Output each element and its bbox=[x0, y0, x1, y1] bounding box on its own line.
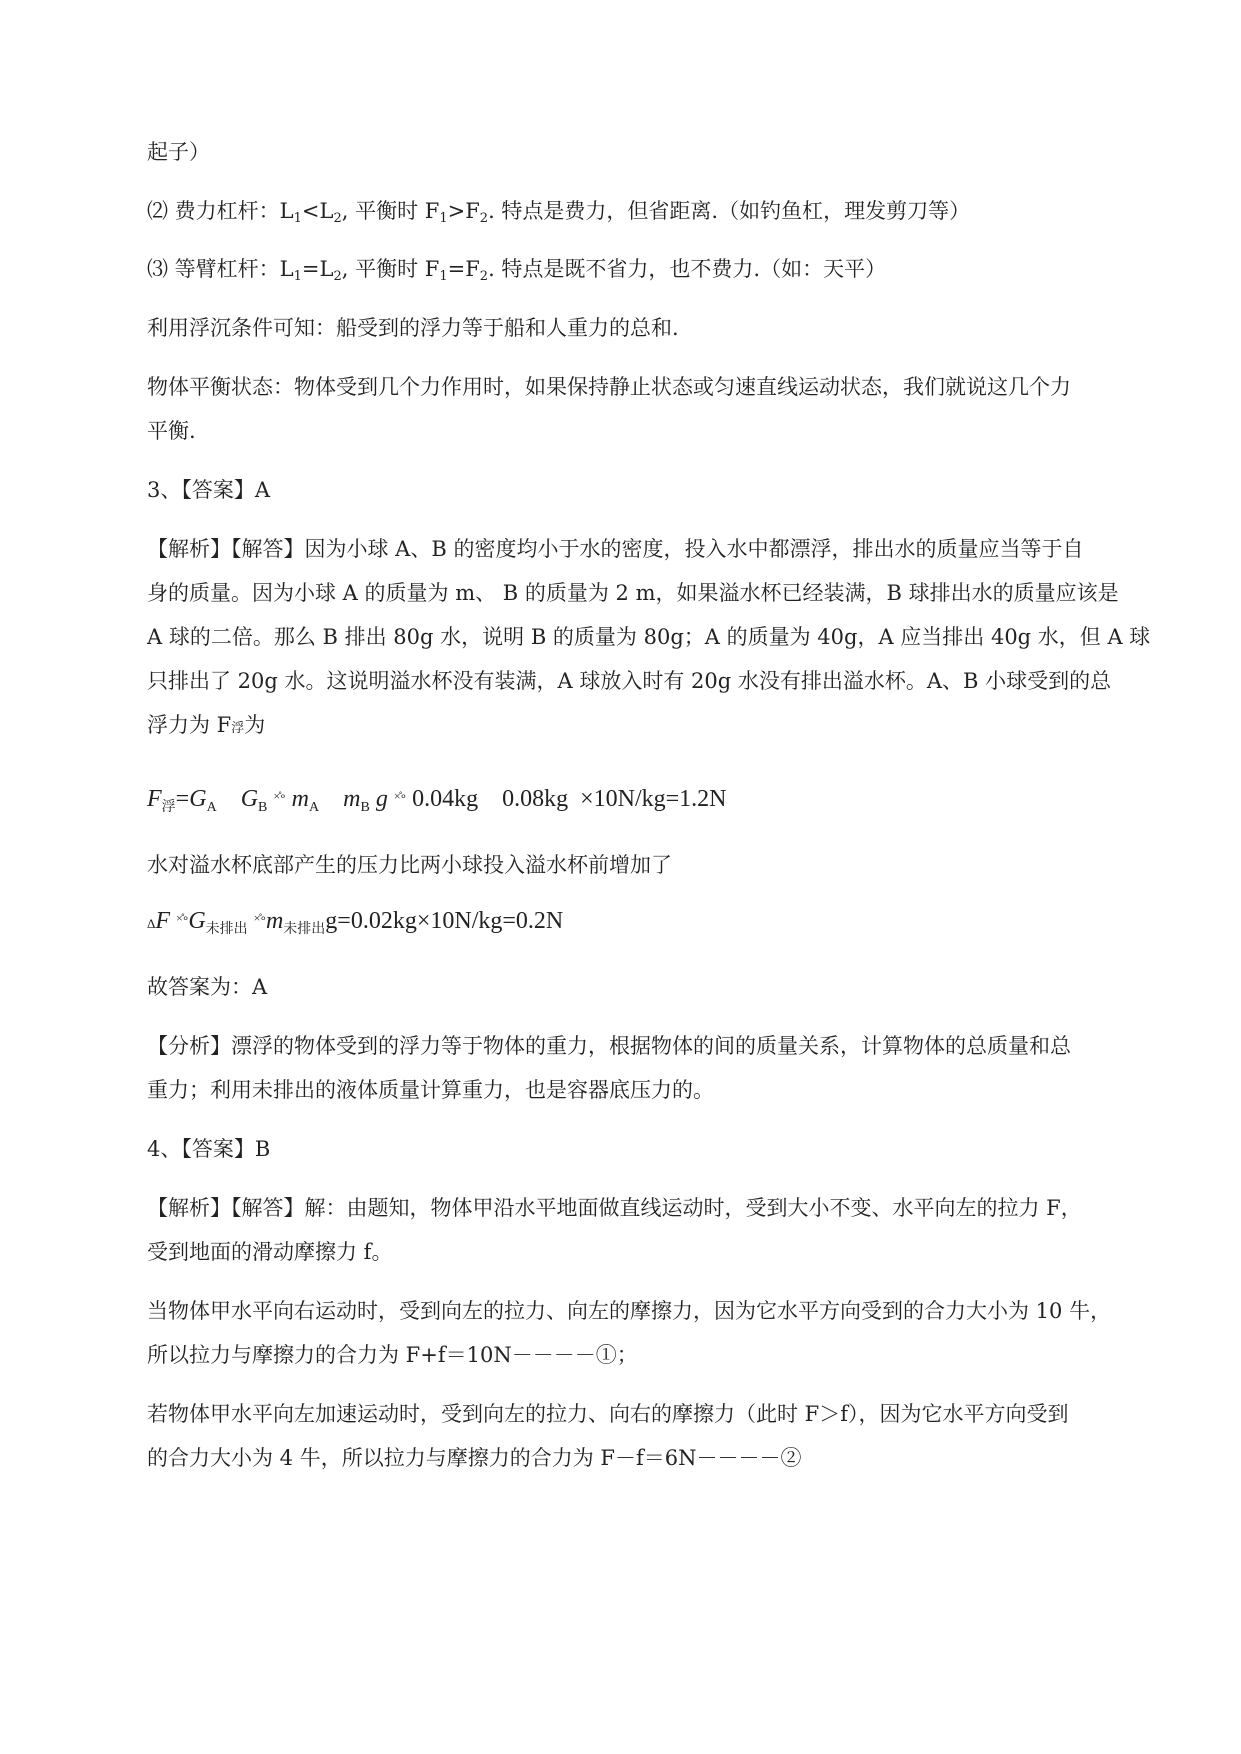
text-line-lever-type-3: ⑶ 等臂杠杆：$L_1=L_2$, 平衡时 $F_1=F_2$. 特点是既不省力，也不费力.（如：天平） bbox=[147, 257, 887, 284]
buoyancy-formula: $F_浮=G_A$ $G_B$ ×̊∘ $m_A$ $m_B$ g ×̊∘ 0.04kg 0.08kg ×10N/kg=1.2N bbox=[147, 786, 727, 815]
pressure-formula: ΔF $^{\times̊\circ}G_{未排出}$ $^{\times̊\circ}m_{未排出}g=0.02kg\times 10N/kg=0.2N$ bbox=[147, 908, 564, 937]
answer-heading: 3、【答案】A bbox=[147, 478, 271, 502]
text-line: 只排出了 20g 水。这说明溢水杯没有装满，A 球放入时有 20g 水没有排出溢水杯。A、B 小球受到的总 bbox=[147, 669, 1112, 693]
text-line: 【解析】【解答】因为小球 A、B 的密度均小于水的密度，投入水中都漂浮，排出水的质量应当等于自 bbox=[147, 537, 1084, 561]
text-line: 利用浮沉条件可知：船受到的浮力等于船和人重力的总和. bbox=[147, 316, 679, 340]
text-line: 重力；利用未排出的液体质量计算重力，也是容器底压力的。 bbox=[147, 1078, 714, 1102]
text-line: 身的质量。因为小球 A 的质量为 m、 B 的质量为 2 m，如果溢水杯已经装满，B 球排出水的质量应该是 bbox=[147, 581, 1119, 605]
text-line: A 球的二倍。那么 B 排出 80g 水，说明 B 的质量为 80g；A 的质量为 40g，A 应当排出 40g 水，但 A 球 bbox=[147, 625, 1151, 649]
text-line: 物体平衡状态：物体受到几个力作用时，如果保持静止状态或匀速直线运动状态，我们就说这几个力 bbox=[147, 375, 1071, 399]
text-line: 受到地面的滑动摩擦力 f。 bbox=[147, 1240, 393, 1264]
text-line: 若物体甲水平向左加速运动时，受到向左的拉力、向右的摩擦力（此时 F＞f），因为它水平方向受到 bbox=[147, 1402, 1069, 1426]
text-line: 故答案为：A bbox=[147, 975, 268, 999]
text-line: 【分析】漂浮的物体受到的浮力等于物体的重力，根据物体的间的质量关系，计算物体的总质量和总 bbox=[147, 1034, 1071, 1058]
text-line: 浮力为 F浮为 bbox=[147, 713, 266, 737]
text-line: 所以拉力与摩擦力的合力为 F+f＝10N－－－－①； bbox=[147, 1343, 638, 1367]
text-line: 起子） bbox=[147, 140, 210, 164]
text-line: 【解析】【解答】解：由题知，物体甲沿水平地面做直线运动时，受到大小不变、水平向左的拉力 F， bbox=[147, 1196, 1082, 1220]
text-line: 水对溢水杯底部产生的压力比两小球投入溢水杯前增加了 bbox=[147, 853, 672, 877]
answer-heading: 4、【答案】B bbox=[147, 1137, 271, 1161]
text-line-lever-type-2: ⑵ 费力杠杆：$L_1<L_2$, 平衡时 $F_1>F_2$. 特点是费力，但省距离.（如钓鱼杠，理发剪刀等） bbox=[147, 199, 971, 226]
text-line: 平衡. bbox=[147, 419, 196, 443]
text-line: 当物体甲水平向右运动时，受到向左的拉力、向左的摩擦力，因为它水平方向受到的合力大小为 10 牛， bbox=[147, 1299, 1112, 1323]
text-line: 的合力大小为 4 牛，所以拉力与摩擦力的合力为 F－f＝6N－－－－② bbox=[147, 1446, 802, 1470]
